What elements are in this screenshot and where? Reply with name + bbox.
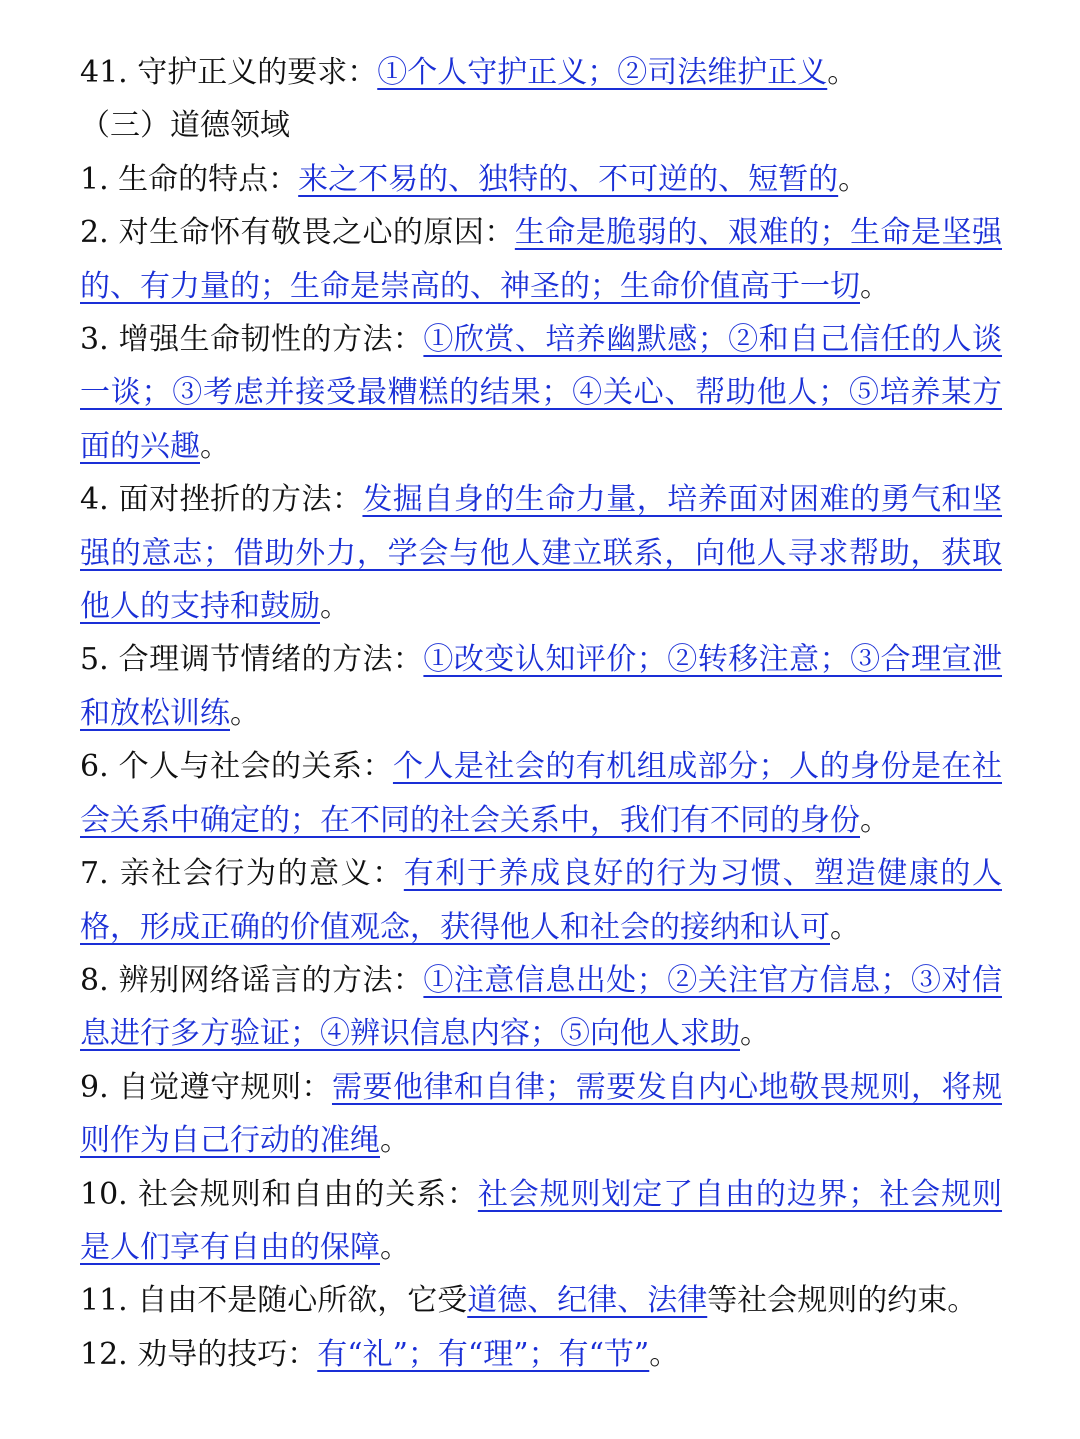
item-tail: 。 [649, 1336, 680, 1372]
list-item [80, 1168, 1002, 1275]
item-label: 9. 自觉遵守规则： [80, 1069, 332, 1105]
item-tail: 。 [838, 161, 869, 197]
list-item [80, 847, 1002, 954]
list-item [80, 1328, 1002, 1381]
item-tail: 。 [380, 1123, 410, 1159]
item-tail: 。 [380, 1229, 410, 1265]
item-label: 8. 辨别网络谣言的方法： [80, 962, 424, 998]
item-tail: 。 [830, 909, 860, 945]
list-item [80, 153, 1002, 206]
item-label: 1. 生命的特点： [80, 161, 299, 197]
item-tail: 等社会规则的约束。 [707, 1283, 978, 1319]
list-item [80, 46, 1002, 99]
answer-highlight: 来之不易的、独特的、不可逆的、短暂的 [298, 161, 839, 197]
item-tail: 。 [320, 589, 350, 625]
document-page [80, 46, 1002, 1381]
answer-highlight: 生命是脆弱的、艰难的；生命是坚强的、有力量的；生命是崇高的、神圣的；生命价值高于一切 [80, 215, 1002, 304]
answer-highlight: 道德、纪律、法律 [467, 1283, 708, 1319]
item-label: 4. 面对挫折的方法： [80, 482, 363, 518]
answer-highlight: ①个人守护正义；②司法维护正义 [377, 55, 828, 90]
answer-highlight: 个人是社会的有机组成部分；人的身份是在社会关系中确定的；在不同的社会关系中，我们有不同的身份 [80, 749, 1002, 838]
item-label: 12. 劝导的技巧： [80, 1336, 318, 1372]
answer-highlight: ①改变认知评价；②转移注意；③合理宣泄和放松训练 [80, 642, 1002, 731]
list-item [80, 740, 1002, 847]
list-item [80, 206, 1002, 313]
answer-highlight: 社会规则划定了自由的边界；社会规则是人们享有自由的保障 [80, 1176, 1003, 1265]
list-item [80, 1061, 1002, 1168]
list-item [80, 313, 1002, 473]
answer-highlight: 需要他律和自律；需要发自内心地敬畏规则，将规则作为自己行动的准绳 [80, 1069, 1002, 1159]
item-tail: 。 [740, 1016, 770, 1052]
item-label: 2. 对生命怀有敬畏之心的原因： [80, 215, 515, 251]
answer-highlight: ①欣赏、培养幽默感；②和自己信任的人谈一谈；③考虑并接受最糟糕的结果；④关心、帮助他人；⑤培养某方面的兴趣 [80, 322, 1002, 464]
item-label: 7. 亲社会行为的意义： [80, 856, 404, 892]
item-tail: 。 [230, 695, 260, 731]
list-item [80, 633, 1002, 740]
item-label: 6. 个人与社会的关系： [80, 749, 393, 785]
answer-highlight: 发掘自身的生命力量，培养面对困难的勇气和坚强的意志；借助外力，学会与他人建立联系，向他人寻求帮助，获取他人的支持和鼓励 [80, 482, 1002, 625]
answer-highlight: ①注意信息出处；②关注官方信息；③对信息进行多方验证；④辨识信息内容；⑤向他人求助 [80, 962, 1002, 1052]
item-tail: 。 [860, 802, 890, 838]
item-tail: 。 [860, 268, 890, 304]
item-label: 41. 守护正义的要求： [80, 55, 378, 90]
item-label: 3. 增强生命韧性的方法： [80, 322, 424, 358]
item-tail: 。 [200, 428, 230, 464]
list-item [80, 954, 1002, 1061]
item-label: 5. 合理调节情绪的方法： [80, 642, 424, 678]
item-label: 11. 自由不是随心所欲，它受 [80, 1283, 468, 1319]
item-label: 10. 社会规则和自由的关系： [80, 1176, 478, 1212]
answer-highlight: 有利于养成良好的行为习惯、塑造健康的人格，形成正确的价值观念，获得他人和社会的接纳和认可 [80, 856, 1002, 945]
list-item [80, 1274, 1002, 1327]
answer-highlight: 有“礼”；有“理”；有“节” [317, 1336, 650, 1372]
list-item [80, 473, 1002, 633]
item-tail: 。 [827, 55, 858, 90]
section-heading: （三）道德领域 [80, 108, 290, 144]
